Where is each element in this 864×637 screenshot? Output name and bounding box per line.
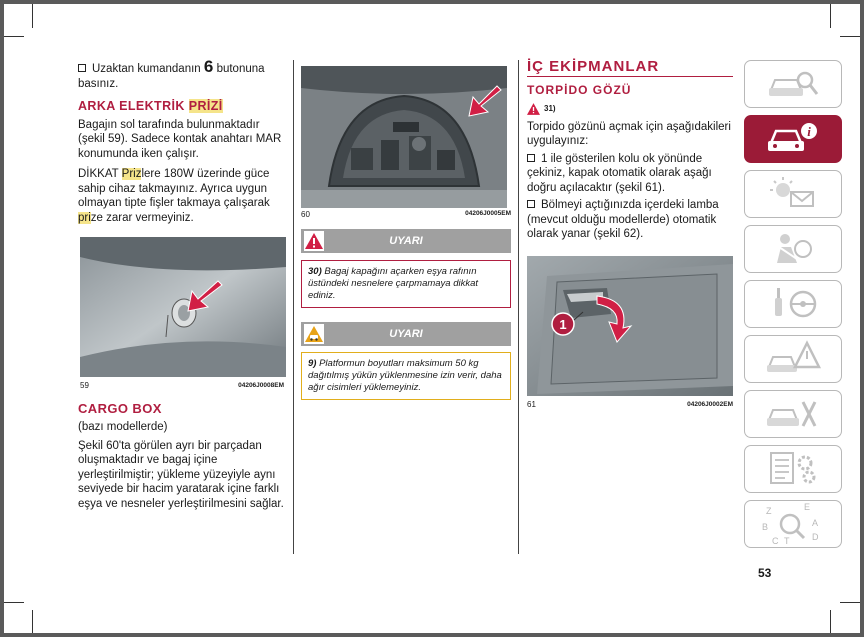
car-search-icon (763, 64, 823, 104)
chapter-tab-dashboard-lights[interactable] (744, 170, 842, 218)
svg-text:A: A (812, 518, 819, 528)
car-info-icon (763, 119, 823, 159)
crop-mark (4, 602, 24, 603)
spec-sheet-gears-icon (763, 449, 823, 489)
svg-text:E: E (804, 502, 811, 512)
chapter-tab-dashboard-overview[interactable] (744, 60, 842, 108)
caution-banner: UYARI (301, 322, 511, 346)
chapter-tab-starting-driving[interactable] (744, 280, 842, 328)
checkbox-bullet-icon (527, 200, 535, 208)
chapter-tab-emergency[interactable] (744, 335, 842, 383)
manual-page (4, 4, 860, 633)
cargo-box-heading: CARGO BOX (78, 400, 162, 416)
warning-triangle-icon (527, 103, 540, 115)
figure-callout-number: 1 (559, 316, 567, 332)
figure-60-caption: 60 04206J0005EM (301, 210, 511, 219)
column-middle (301, 66, 511, 400)
figure-61-caption: 61 04206J0002EM (527, 399, 733, 409)
checkbox-bullet-icon (527, 154, 535, 162)
cargo-box-note: (bazı modellerde) (78, 421, 168, 433)
key-steering-icon (763, 284, 823, 324)
column-left (78, 57, 288, 514)
remote-instruction: Uzaktan kumandanın 6 butonuna basınız. (78, 57, 265, 90)
chapter-tab-maintenance[interactable] (744, 390, 842, 438)
glovebox-step-1: 1 ile gösterilen kolu ok yönünde çekiniz, kapak otomatik olarak aşağı doğru açılacaktır (şekil 61). (527, 152, 712, 194)
glovebox-heading: TORPİDO GÖZÜ (527, 82, 632, 97)
crop-mark (4, 36, 24, 37)
cargo-box-paragraph: Şekil 60'ta görülen ayrı bir parçadan oluşmaktadır ve bagaj içine yerleştirilmiştir; yükleme yüzeyiyle aynı seviyede bir hacim yaratarak içine farklı eşya ve nesneler yerleştirilmesini sağlar. (78, 439, 284, 510)
svg-text:T: T (784, 536, 790, 546)
page-number: 53 (758, 566, 772, 580)
remote-key-icon: 6 (203, 57, 214, 76)
index-alphabet-icon (758, 502, 828, 546)
svg-text:D: D (812, 532, 819, 542)
chapter-tab-car-info[interactable] (744, 115, 842, 163)
crop-mark (32, 4, 33, 28)
crop-mark (830, 4, 831, 28)
chapter-tab-safety[interactable] (744, 225, 842, 273)
car-warning-icon (763, 339, 823, 379)
chapter-tab-index[interactable] (744, 500, 842, 548)
checkbox-bullet-icon (78, 64, 86, 72)
rear-socket-paragraph: Bagajın sol tarafında bulunmaktadır (şekil 59). Sadece kontak anahtarı MAR konumunda iken çalışır. (78, 118, 282, 160)
glovebox-intro: Torpido gözünü açmak için aşağıdakileri uygulayınız: (527, 120, 731, 147)
svg-text:Z: Z (766, 506, 772, 516)
column-divider (518, 60, 519, 554)
socket-warning-paragraph: DİKKAT Prizlere 180W üzerinde güce sahip cihaz takmayınız. Ayrıca uygun olmayan tipte fişler takmaya çalışarak prize zarar vermeyiniz. (78, 168, 270, 224)
section-title-rule (527, 76, 733, 77)
figure-59-image (80, 237, 286, 377)
vehicle-caution-icon (304, 324, 324, 344)
section-title: İÇ EKİPMANLAR (527, 58, 660, 75)
column-divider (293, 60, 294, 554)
svg-text:i: i (807, 124, 811, 139)
chapter-tab-technical-data[interactable] (744, 445, 842, 493)
rear-socket-heading: ARKA ELEKTRİK PRİZİ (78, 99, 223, 113)
warning-banner: UYARI (301, 229, 511, 253)
crop-mark (32, 610, 33, 633)
car-tools-icon (763, 394, 823, 434)
crop-mark (840, 36, 860, 37)
svg-text:C: C (772, 536, 779, 546)
figure-59-caption: 59 04206J0008EM (80, 381, 284, 390)
column-right (527, 60, 737, 412)
caution-box: 9) Platformun boyutları maksimum 50 kg dağıtılmış yükün yüklenmesine izin verir, daha ağır cisimleri yüklemeyiniz. (301, 352, 511, 400)
crop-mark (840, 602, 860, 603)
glovebox-step-2: Bölmeyi açtığınızda içerdeki lamba (mevcut olduğu modellerde) otomatik olarak yanar (şekil 62). (527, 199, 719, 240)
safety-airbag-icon (763, 229, 823, 269)
figure-61-image (527, 256, 733, 396)
crop-mark (830, 610, 831, 633)
svg-text:B: B (762, 522, 769, 532)
dashboard-lights-icon (763, 174, 823, 214)
warning-triangle-icon (304, 231, 324, 251)
warning-box: 30) Bagaj kapağını açarken eşya rafının üstündeki nesnelere çarpmamaya dikkat ediniz. (301, 260, 511, 308)
figure-60-image (301, 66, 507, 208)
warning-reference: 31) (527, 102, 737, 117)
